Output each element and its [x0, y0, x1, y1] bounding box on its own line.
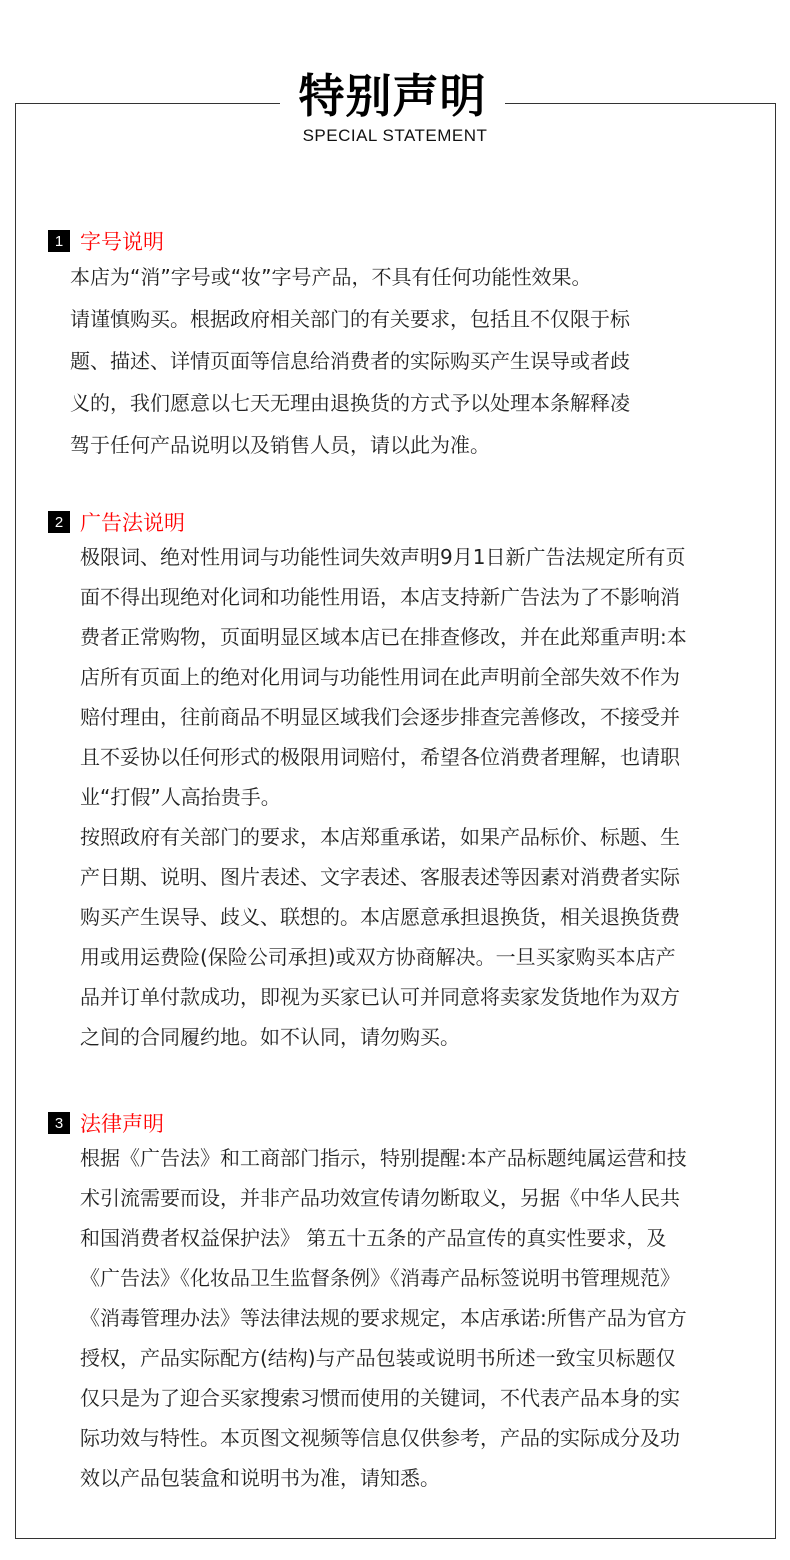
- divider-right: [505, 103, 775, 104]
- paragraph-line: 且不妥协以任何形式的极限用词赔付，希望各位消费者理解，也请职: [80, 745, 680, 769]
- section-heading: [48, 226, 630, 256]
- section-ad-law: [48, 507, 687, 1057]
- paragraph-line: 效以产品包装盒和说明书为准，请知悉。: [80, 1466, 440, 1490]
- paragraph-line: 用或用运费险(保险公司承担)或双方协商解决。一旦买家购买本店产: [80, 945, 676, 969]
- section-font-notice: [48, 226, 630, 466]
- paragraph-line: 根据《广告法》和工商部门指示，特别提醒:本产品标题纯属运营和技: [80, 1146, 687, 1170]
- paragraph-line: 《消毒管理办法》等法律法规的要求规定，本店承诺:所售产品为官方: [80, 1306, 687, 1330]
- divider-left: [15, 103, 280, 104]
- paragraph-line: 之间的合同履约地。如不认同，请勿购买。: [80, 1025, 460, 1049]
- section-number-badge: 1: [48, 230, 70, 252]
- section-heading-text: 法律声明: [80, 1112, 164, 1136]
- paragraph-line: 产日期、说明、图片表述、文字表述、客服表述等因素对消费者实际: [80, 865, 680, 889]
- paragraph-line: 题、描述、详情页面等信息给消费者的实际购买产生误导或者歧: [70, 349, 630, 373]
- page-title: 特别声明: [298, 69, 487, 123]
- paragraph-line: 本店为“消”字号或“妆”字号产品，不具有任何功能性效果。: [70, 265, 592, 289]
- section-number-badge: 2: [48, 511, 70, 533]
- section-heading-text: 字号说明: [80, 230, 164, 254]
- paragraph-line: 费者正常购物，页面明显区域本店已在排查修改，并在此郑重声明:本: [80, 625, 687, 649]
- paragraph-line: 业“打假”人高抬贵手。: [80, 785, 281, 809]
- section-number-badge: 3: [48, 1112, 70, 1134]
- paragraph-line: 和国消费者权益保护法》 第五十五条的产品宣传的真实性要求，及: [80, 1226, 667, 1250]
- paragraph-line: 义的，我们愿意以七天无理由退换货的方式予以处理本条解释凌: [70, 391, 630, 415]
- paragraph-line: 极限词、绝对性用词与功能性词失效声明9月1日新广告法规定所有页: [80, 545, 686, 569]
- section-legal: [48, 1108, 687, 1498]
- paragraph-line: 赔付理由，往前商品不明显区域我们会逐步排查完善修改，不接受并: [80, 705, 680, 729]
- paragraph-line: 际功效与特性。本页图文视频等信息仅供参考，产品的实际成分及功: [80, 1426, 680, 1450]
- paragraph-line: 品并订单付款成功，即视为买家已认可并同意将卖家发货地作为双方: [80, 985, 680, 1009]
- section-heading-text: 广告法说明: [80, 511, 185, 535]
- paragraph-line: 请谨慎购买。根据政府相关部门的有关要求，包括且不仅限于标: [70, 307, 630, 331]
- paragraph-line: 术引流需要而设，并非产品功效宣传请勿断取义，另据《中华人民共: [80, 1186, 680, 1210]
- paragraph-line: 面不得出现绝对化词和功能性用语，本店支持新广告法为了不影响消: [80, 585, 680, 609]
- paragraph-line: 购买产生误导、歧义、联想的。本店愿意承担退换货，相关退换货费: [80, 905, 680, 929]
- page-subtitle: SPECIAL STATEMENT: [302, 126, 488, 145]
- paragraph-line: 店所有页面上的绝对化用词与功能性用词在此声明前全部失效不作为: [80, 665, 680, 689]
- paragraph-line: 驾于任何产品说明以及销售人员，请以此为准。: [70, 433, 490, 457]
- section-heading: [48, 1108, 687, 1138]
- section-heading: [48, 507, 687, 537]
- paragraph-line: 授权，产品实际配方(结构)与产品包装或说明书所述一致宝贝标题仅: [80, 1346, 676, 1370]
- paragraph-line: 仅只是为了迎合买家搜索习惯而使用的关键词，不代表产品本身的实: [80, 1386, 680, 1410]
- paragraph-line: 按照政府有关部门的要求，本店郑重承诺，如果产品标价、标题、生: [80, 825, 680, 849]
- paragraph-line: 《广告法》《化妆品卫生监督条例》《消毒产品标签说明书管理规范》: [80, 1266, 680, 1290]
